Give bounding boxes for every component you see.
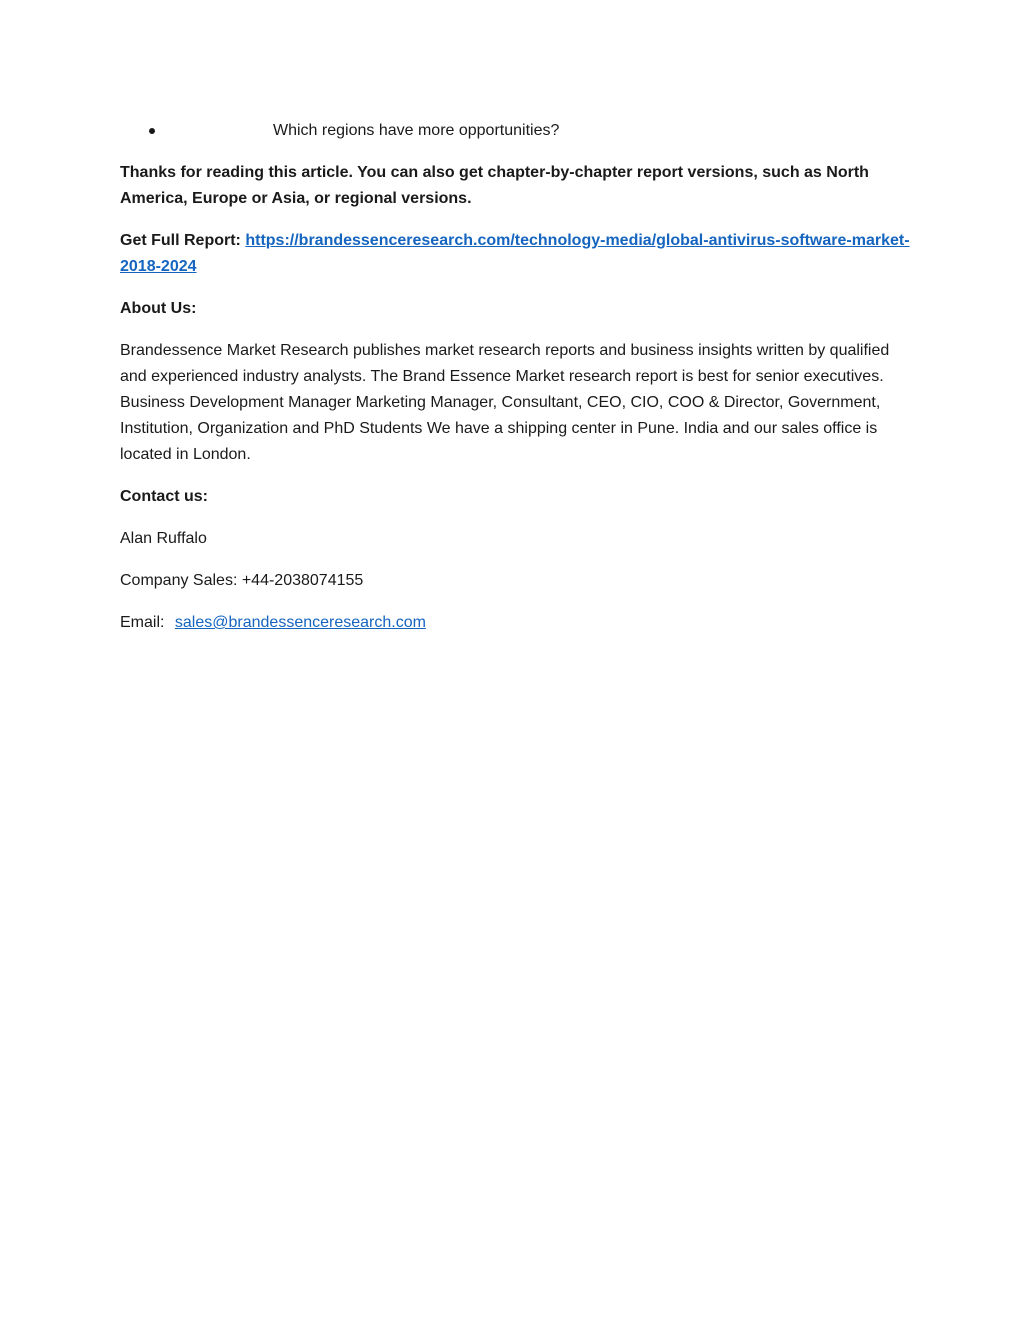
bullet-list-item bbox=[120, 118, 910, 144]
full-report-paragraph bbox=[120, 228, 910, 280]
bullet-text: Which regions have more opportunities? bbox=[273, 122, 560, 139]
document-page bbox=[120, 118, 910, 652]
contact-heading: Contact us: bbox=[120, 488, 208, 505]
contact-name: Alan Ruffalo bbox=[120, 530, 207, 547]
thanks-paragraph: Thanks for reading this article. You can also get chapter-by-chapter report versions, such as North America, Europe or Asia, or regional versions. bbox=[120, 164, 869, 207]
contact-email-row bbox=[120, 610, 910, 636]
email-label: Email: bbox=[120, 614, 165, 631]
full-report-link[interactable]: https://brandessenceresearch.com/technology-media/global-antivirus-software-market-2018-2024 bbox=[120, 232, 910, 275]
about-heading: About Us: bbox=[120, 300, 197, 317]
about-body: Brandessence Market Research publishes market research reports and business insights written by qualified and experienced industry analysts. The Brand Essence Market research report is best for senior executives. Business Development Manager Marketing Manager, Consultant, CEO, CIO, COO & Director, Government, Institution, Organization and PhD Students We have a shipping center in Pune. India and our sales office is located in London. bbox=[120, 342, 890, 463]
bullet-icon bbox=[149, 128, 155, 134]
full-report-label: Get Full Report: bbox=[120, 232, 241, 249]
email-link[interactable]: sales@brandessenceresearch.com bbox=[174, 614, 426, 631]
contact-phone: Company Sales: +44-2038074155 bbox=[120, 572, 364, 589]
